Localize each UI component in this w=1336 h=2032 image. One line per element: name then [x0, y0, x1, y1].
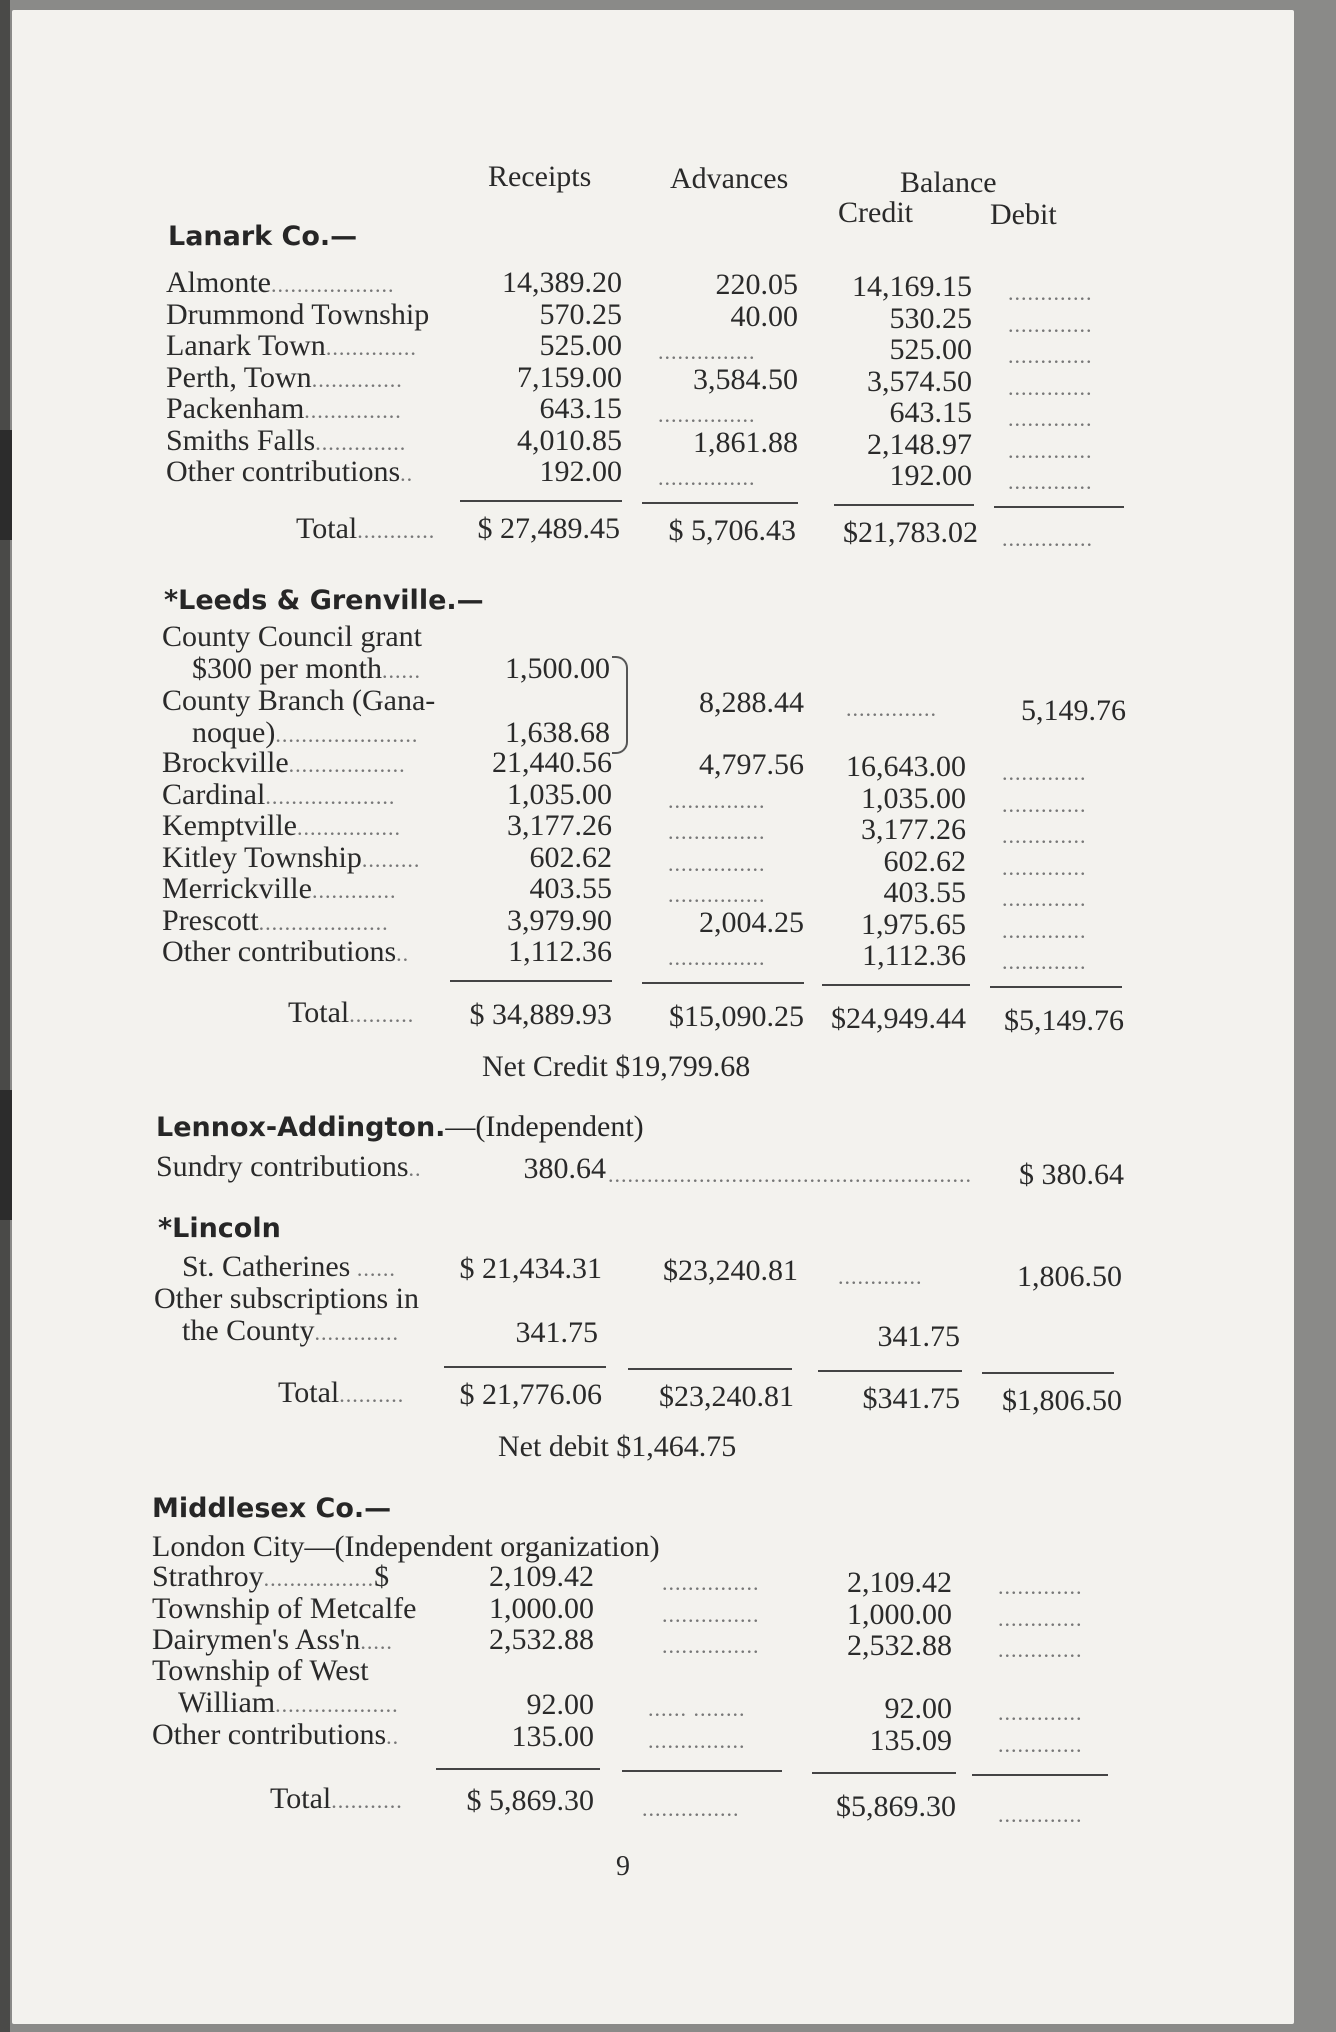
document-page	[12, 10, 1294, 2024]
middlesex-row-debit-dots: .............	[998, 1605, 1083, 1631]
section-title-lennox: Lennox-Addington.—(Independent)	[156, 1110, 644, 1143]
middlesex-total-credit: $5,869.30	[836, 1790, 956, 1823]
lanark-row-label: Other contributions..	[166, 455, 414, 488]
leeds-row-advances-dots: ...............	[668, 882, 766, 907]
leeds-total-advances: $15,090.25	[669, 1000, 804, 1033]
lanark-row-debit-dots: .............	[1008, 469, 1093, 494]
sundry-receipts: 380.64	[523, 1152, 606, 1185]
leeds-total-receipts: $ 34,889.93	[469, 998, 612, 1031]
st-catherines-advances: $23,240.81	[663, 1254, 798, 1287]
row-name: Merrickville	[162, 872, 312, 905]
leeds-row-debit-dots: .............	[1002, 791, 1087, 817]
middlesex-other-credit: 135.09	[869, 1724, 952, 1757]
middlesex-total-debit-dots: .............	[998, 1802, 1083, 1827]
column-header-advances: Advances	[670, 162, 789, 195]
lincoln-total-credit: $341.75	[862, 1382, 960, 1415]
sum-rule	[812, 1772, 956, 1774]
row-name: Kitley Township	[162, 840, 362, 874]
row-name: Kemptville	[162, 809, 297, 842]
row-name: Smiths Falls	[166, 423, 316, 457]
lanark-row-label: Almonte...................	[166, 266, 395, 299]
leeds-row-credit: 1,112.36	[862, 939, 966, 972]
sundry-contributions-row: Sundry contributions..	[156, 1150, 422, 1183]
sum-rule	[436, 1768, 600, 1770]
lanark-row-credit: 530.25	[889, 301, 972, 335]
lanark-row-receipts: 14,389.20	[502, 266, 622, 299]
lanark-row-advances-dots: ...............	[658, 465, 756, 490]
grouped-credit-dots: ..............	[846, 696, 937, 721]
leeds-row-advances-dots: ...............	[668, 945, 766, 970]
row-name: Almonte	[166, 266, 271, 299]
leeds-row-debit-dots: .............	[1002, 917, 1087, 943]
page-number: 9	[616, 1851, 630, 1882]
lanark-row-debit-dots: .............	[1008, 280, 1093, 305]
middlesex-total-receipts: $ 5,869.30	[466, 1784, 594, 1817]
row-name: Other contributions	[166, 455, 401, 488]
total-row: Total............	[296, 512, 436, 545]
lanark-row-debit-dots: .............	[1008, 343, 1093, 368]
row-name: Dairymen's Ass'n	[152, 1623, 361, 1656]
lanark-row-receipts: 192.00	[539, 455, 622, 488]
st-catherines-receipts: $ 21,434.31	[459, 1252, 602, 1285]
middlesex-other-debit-dots: .............	[998, 1732, 1083, 1757]
sum-rule	[818, 1370, 962, 1372]
section-title-middlesex: Middlesex Co.—	[152, 1493, 392, 1524]
grouped-debit: 5,149.76	[1021, 694, 1126, 727]
council-grant-line1: County Council grant	[162, 620, 422, 653]
lanark-row-label: Smiths Falls..............	[166, 423, 407, 457]
county-branch-line1: County Branch (Gana-	[162, 684, 436, 717]
section-title-lincoln: *Lincoln	[158, 1213, 281, 1244]
leeds-total-credit: $24,949.44	[831, 1002, 966, 1035]
leeds-row-advances-dots: ...............	[668, 850, 766, 876]
lanark-total-credit: $21,783.02	[843, 516, 978, 549]
leeds-row-advances-dots: ...............	[668, 819, 766, 844]
leeds-row-advances: 2,004.25	[699, 905, 804, 939]
leeds-row-label: Brockville..................	[162, 746, 406, 779]
council-grant-receipts: 1,500.00	[505, 652, 610, 685]
lanark-row-advances-dots: ...............	[658, 339, 756, 364]
grouped-advances: 8,288.44	[699, 686, 804, 719]
column-header-debit: Debit	[990, 198, 1057, 231]
lanark-total-debit-dots: ..............	[1002, 526, 1093, 551]
leeds-row-label: Kemptville................	[162, 809, 401, 842]
lanark-row-debit-dots: .............	[1008, 374, 1093, 400]
leeds-row-label: Other contributions..	[162, 935, 410, 968]
leeds-row-debit-dots: .............	[1002, 886, 1087, 911]
middlesex-row-advances-dots: ...............	[662, 1570, 760, 1595]
other-subscriptions-credit: 341.75	[877, 1320, 960, 1353]
lincoln-net-debit: Net debit $1,464.75	[498, 1430, 737, 1463]
scan-edge	[0, 0, 10, 2032]
middlesex-total-advances-dots: ...............	[642, 1796, 740, 1821]
leeds-row-credit: 16,643.00	[846, 750, 966, 783]
row-name: Other contributions	[162, 935, 397, 968]
west-william-credit: 92.00	[884, 1692, 952, 1725]
sum-rule	[822, 984, 970, 986]
west-william-line2: William...................	[178, 1686, 399, 1719]
county-branch-receipts: 1,638.68	[505, 716, 610, 749]
lanark-row-receipts: 570.25	[539, 297, 622, 331]
middlesex-row-debit-dots: .............	[998, 1637, 1083, 1662]
sum-rule	[444, 1366, 606, 1368]
leeds-row-receipts: 602.62	[529, 840, 612, 874]
leeds-row-advances: 4,797.56	[699, 748, 804, 781]
leeds-row-receipts: 3,979.90	[507, 903, 612, 937]
lanark-row-credit: 525.00	[889, 333, 972, 366]
section-title-leeds: *Leeds & Grenville.—	[164, 585, 484, 616]
lanark-row-advances: 3,584.50	[693, 362, 798, 396]
leeds-row-receipts: 21,440.56	[492, 746, 612, 779]
lanark-row-label: Lanark Town..............	[166, 329, 417, 362]
sum-rule	[450, 980, 612, 982]
leeds-row-advances-dots: ...............	[668, 787, 766, 813]
middlesex-other-receipts: 135.00	[511, 1720, 594, 1753]
middlesex-row-advances-dots: ...............	[662, 1633, 760, 1658]
sum-rule	[642, 502, 798, 504]
sum-rule	[642, 982, 804, 984]
leeds-row-credit: 403.55	[883, 876, 966, 909]
section-title-lanark: Lanark Co.—	[168, 221, 358, 252]
leeds-row-credit: 1,975.65	[861, 907, 966, 941]
lanark-row-advances: 220.05	[715, 268, 798, 301]
total-row: Total..........	[278, 1376, 405, 1409]
lanark-row-credit: 192.00	[889, 459, 972, 492]
lincoln-total-advances: $23,240.81	[659, 1380, 794, 1413]
dollar-sign: $	[374, 1560, 390, 1593]
grouping-brace	[612, 656, 628, 754]
sum-rule	[834, 504, 974, 506]
sundry-leader-dots: ........................................................	[608, 1162, 972, 1187]
sum-rule	[982, 1372, 1114, 1374]
lanark-row-label	[166, 298, 429, 332]
column-header-balance: Balance	[900, 166, 997, 199]
middlesex-row-label	[152, 1592, 417, 1626]
sum-rule	[622, 1770, 782, 1772]
st-catherines-debit: 1,806.50	[1017, 1260, 1122, 1293]
other-subscriptions-line1: Other subscriptions in	[154, 1282, 419, 1315]
lanark-row-advances: 1,861.88	[693, 425, 798, 459]
lanark-row-credit: 643.15	[889, 396, 972, 429]
lanark-total-receipts: $ 27,489.45	[477, 512, 620, 545]
sum-rule	[994, 506, 1124, 508]
row-name: Strathroy	[152, 1560, 264, 1593]
leeds-total-debit: $5,149.76	[1004, 1004, 1124, 1037]
sundry-debit: $ 380.64	[1019, 1158, 1124, 1191]
row-name: Drummond Township	[166, 297, 430, 331]
other-subscriptions-receipts: 341.75	[515, 1316, 598, 1349]
st-catherines-credit-dots: .............	[838, 1264, 923, 1289]
middlesex-row-advances-dots: ...............	[662, 1601, 760, 1627]
county-branch-line2: noque)......................	[192, 716, 419, 749]
column-header-receipts: Receipts	[488, 160, 592, 193]
middlesex-row-credit: 1,000.00	[847, 1597, 952, 1631]
lanark-row-credit: 14,169.15	[852, 270, 972, 303]
row-name: Lanark Town	[166, 329, 326, 362]
middlesex-other-row: Other contributions..	[152, 1718, 400, 1751]
middlesex-row-receipts: 2,532.88	[489, 1623, 594, 1656]
leeds-row-debit-dots: .............	[1002, 949, 1087, 974]
middlesex-row-debit-dots: .............	[998, 1574, 1083, 1599]
lincoln-total-receipts: $ 21,776.06	[459, 1378, 602, 1411]
leeds-row-debit-dots: .............	[1002, 760, 1087, 785]
lanark-row-label: Packenham...............	[166, 392, 402, 425]
leeds-row-label: Cardinal....................	[162, 777, 396, 811]
lanark-row-advances: 40.00	[730, 299, 798, 333]
row-name: Prescott	[162, 903, 259, 937]
middlesex-row-label: Dairymen's Ass'n.....	[152, 1623, 393, 1656]
lanark-row-credit: 3,574.50	[867, 364, 972, 398]
lanark-row-debit-dots: .............	[1008, 437, 1093, 463]
lanark-row-receipts: 4,010.85	[517, 423, 622, 457]
lanark-total-advances: $ 5,706.43	[668, 514, 796, 547]
west-william-debit-dots: .............	[998, 1700, 1083, 1725]
west-william-line1: Township of West	[152, 1654, 369, 1687]
total-label: Total	[278, 1376, 340, 1409]
middlesex-row-receipts: 1,000.00	[489, 1591, 594, 1625]
lennox-note: —(Independent)	[445, 1110, 644, 1143]
lanark-row-receipts: 643.15	[539, 392, 622, 425]
total-row: Total...........	[270, 1782, 403, 1815]
lanark-row-debit-dots: .............	[1008, 406, 1093, 431]
row-name: Township of Metcalfe	[152, 1591, 417, 1625]
leeds-row-debit-dots: .............	[1002, 823, 1087, 848]
leeds-row-label: Prescott....................	[162, 903, 389, 937]
lanark-row-label: Perth, Town..............	[166, 360, 403, 394]
lanark-row-advances-dots: ...............	[658, 402, 756, 427]
st-catherines-row: St. Catherines ......	[182, 1250, 396, 1283]
middlesex-row-credit: 2,532.88	[847, 1629, 952, 1662]
lanark-row-debit-dots: .............	[1008, 311, 1093, 337]
middlesex-row-credit: 2,109.42	[847, 1566, 952, 1599]
leeds-row-debit-dots: .............	[1002, 854, 1087, 880]
west-william-receipts: 92.00	[526, 1688, 594, 1721]
leeds-row-receipts: 3,177.26	[507, 809, 612, 842]
leeds-row-label: Kitley Township.........	[162, 840, 421, 874]
leeds-row-credit: 1,035.00	[861, 781, 966, 815]
sum-rule	[990, 986, 1122, 988]
lincoln-total-debit: $1,806.50	[1002, 1384, 1122, 1417]
sum-rule	[628, 1368, 792, 1370]
sum-rule	[460, 500, 622, 502]
leeds-row-credit: 602.62	[883, 844, 966, 878]
middlesex-row-receipts: 2,109.42	[489, 1560, 594, 1593]
lanark-row-credit: 2,148.97	[867, 427, 972, 461]
other-subscriptions-line2: the County.............	[182, 1314, 399, 1347]
total-label: Total	[288, 996, 350, 1029]
column-header-credit: Credit	[838, 196, 913, 229]
row-name: Brockville	[162, 746, 289, 779]
row-name: Perth, Town	[166, 360, 312, 394]
leeds-net-credit: Net Credit $19,799.68	[482, 1050, 751, 1083]
sum-rule	[972, 1774, 1108, 1776]
lanark-row-receipts: 525.00	[539, 329, 622, 362]
middlesex-other-advances-dots: ...............	[648, 1728, 746, 1753]
total-label: Total	[296, 512, 358, 545]
middlesex-row-label: Strathroy.................$	[152, 1560, 390, 1593]
lanark-row-receipts: 7,159.00	[517, 360, 622, 394]
row-name: Packenham	[166, 392, 305, 425]
leeds-row-receipts: 1,112.36	[508, 935, 612, 968]
leeds-row-receipts: 1,035.00	[507, 777, 612, 811]
leeds-row-receipts: 403.55	[529, 872, 612, 905]
council-grant-line2: $300 per month......	[192, 652, 421, 685]
west-william-advances-dots: ...... ........	[648, 1696, 746, 1721]
leeds-row-credit: 3,177.26	[861, 813, 966, 846]
total-row: Total..........	[288, 996, 415, 1029]
total-label: Total	[270, 1782, 332, 1815]
leeds-row-label: Merrickville.............	[162, 872, 397, 905]
row-name: Cardinal	[162, 777, 266, 811]
london-city-note: London City—(Independent organization)	[152, 1530, 660, 1563]
